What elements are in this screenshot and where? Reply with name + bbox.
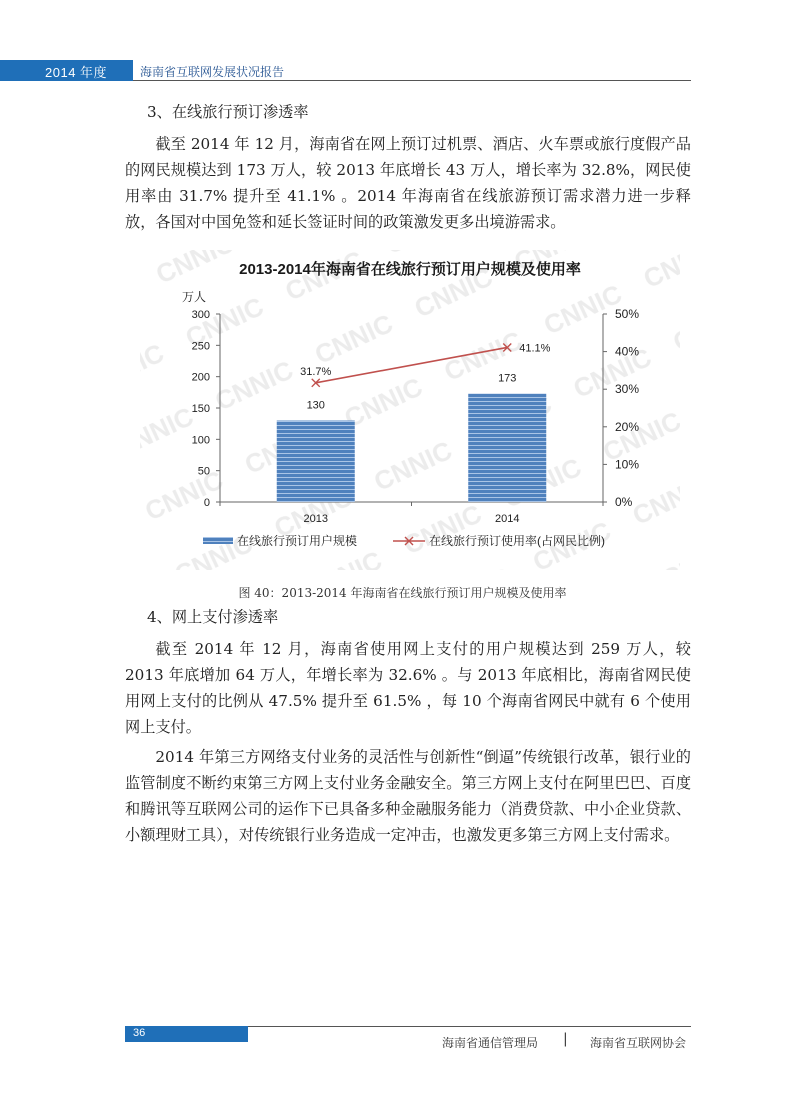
header-title: 海南省互联网发展状况报告 — [140, 65, 285, 79]
y-tick-label: 100 — [191, 434, 210, 447]
y-tick-label: 150 — [191, 403, 210, 415]
line-value-label: 41.1% — [519, 342, 551, 355]
chart — [140, 250, 680, 570]
y2-tick-label: 30% — [615, 382, 640, 397]
legend-line-label: 在线旅行预订使用率(占网民比例) — [429, 534, 605, 548]
y2-tick-label: 40% — [615, 344, 640, 359]
y2-tick-label: 0% — [615, 495, 633, 509]
y-tick-label: 300 — [191, 309, 210, 321]
y-axis-label: 万人 — [182, 290, 207, 304]
line-value-label: 31.7% — [300, 365, 332, 378]
chart-title: 2013-2014年海南省在线旅行预订用户规模及使用率 — [239, 261, 581, 278]
x-tick-label: 2013 — [303, 513, 328, 525]
bar — [277, 421, 355, 502]
y-tick-label: 0 — [203, 497, 210, 509]
chart-svg — [140, 250, 680, 570]
bar-value-label: 130 — [306, 399, 325, 412]
x-tick-label: 2014 — [495, 513, 520, 525]
section4-paragraph-2: 2014 年第三方网络支付业务的灵活性与创新性“倒逼”传统银行改革，银行业的监管制度不断约束第三方网上支付业务金融安全。第三方网上支付在阿里巴巴、百度和腾讯等互联网公司的运作下已具备多种金融服务能力（消费贷款、中小企业贷款、小额理财工具），对传统银行业务造成一定冲击，也激发更多第三方网上支付需求。 — [125, 748, 691, 844]
watermark — [140, 250, 680, 570]
y2-tick-label: 10% — [615, 457, 640, 472]
section4-paragraph-1: 截至 2014 年 12 月，海南省使用网上支付的用户规模达到 259 万人，较 2013 年底增加 64 万人，年增长率为 32.6% 。与 2013 年底相比，海南省网民使用网上支付的比例从 47.5% 提升至 61.5% ，每 10 个海南省网民中就有 6 个使用网上支付。 — [125, 640, 691, 736]
legend-bar-swatch — [203, 537, 233, 544]
header-rule — [133, 80, 691, 81]
footer-separator: | — [563, 1031, 568, 1047]
footer-org-2: 海南省互联网协会 — [590, 1036, 687, 1050]
y2-tick-label: 50% — [615, 307, 640, 321]
y-tick-label: 250 — [191, 340, 210, 353]
section4-heading: 4、网上支付渗透率 — [147, 608, 279, 626]
header-year: 2014 年度 — [45, 65, 108, 80]
section3-paragraph: 截至 2014 年 12 月，海南省在网上预订过机票、酒店、火车票或旅行度假产品的网民规模达到 173 万人，较 2013 年底增长 43 万人，增长率为 32.8%，网民使用率由 31.7% 提升至 41.1% 。2014 年海南省在线旅游预订需求潜力进一步释放，各国对中国免签和延长签证时间的政策激发更多出境游需求。 — [125, 135, 691, 231]
legend-bar-label: 在线旅行预订用户规模 — [237, 534, 358, 548]
bar — [468, 394, 546, 502]
page-number: 36 — [133, 1027, 146, 1039]
footer-org-1: 海南省通信管理局 — [442, 1036, 539, 1050]
y2-tick-label: 20% — [615, 419, 640, 434]
section3-heading: 3、在线旅行预订渗透率 — [147, 103, 309, 121]
y-tick-label: 200 — [191, 371, 210, 384]
figure-caption: 图 40：2013-2014 年海南省在线旅行预订用户规模及使用率 — [238, 586, 567, 600]
bar-value-label: 173 — [498, 372, 517, 385]
y-tick-label: 50 — [197, 465, 210, 478]
